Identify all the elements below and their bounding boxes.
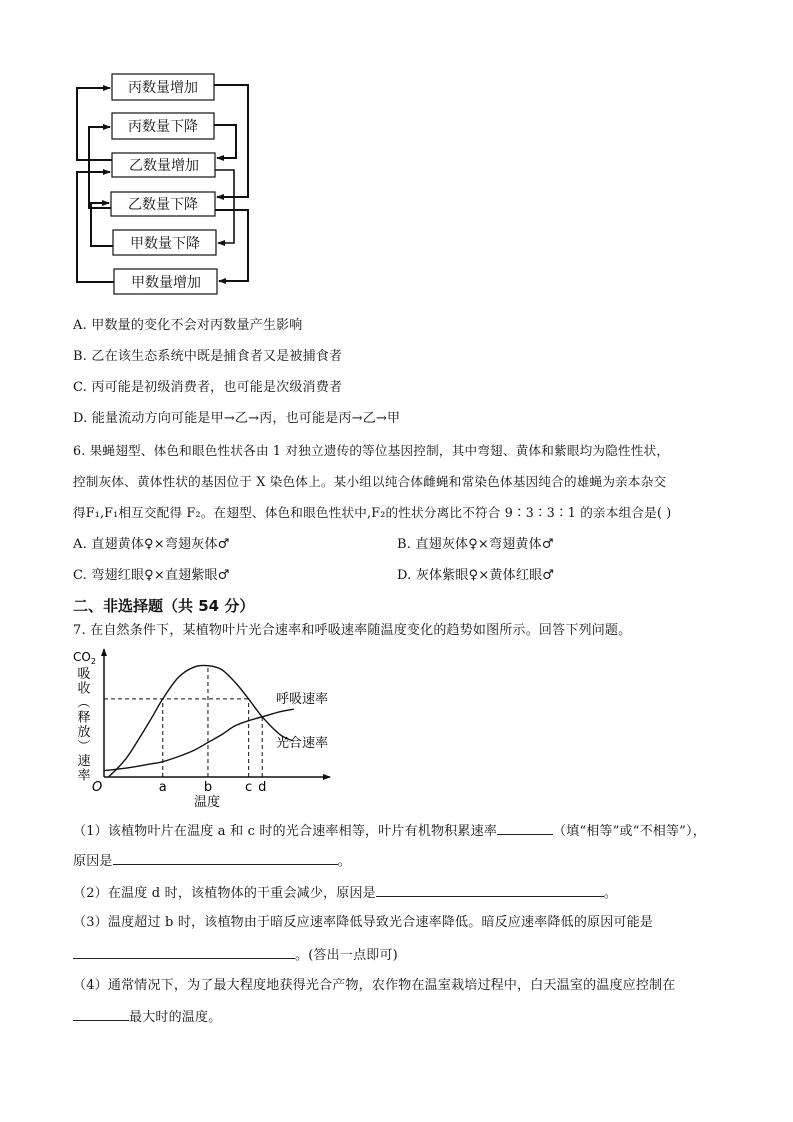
q7-sub3-line2 (73, 946, 398, 965)
arrow-yi-dec-to-jia-inc (215, 210, 248, 281)
box-label: 乙数量增加 (129, 158, 199, 174)
box-label: 甲数量增加 (131, 275, 201, 291)
q7-sub2 (73, 884, 617, 903)
y-axis-label-char: 收 (77, 681, 91, 697)
q7-sub1-text-d: 。 (337, 854, 351, 869)
answer-blank-1a[interactable] (497, 822, 553, 835)
box-label: 丙数量增加 (128, 80, 198, 96)
q6-stem-line-1: 6. 果蝇翅型、体色和眼色性状各由 1 对独立遗传的等位基因控制，其中弯翅、黄体和紫眼均为隐性性状， (73, 443, 670, 458)
section-title: 二、非选择题（共 54 分） (73, 597, 255, 615)
arrow-jia-dec-to-yi-dec (91, 203, 113, 246)
box-label: 乙数量下降 (128, 197, 198, 213)
diagram-boxes (111, 74, 217, 294)
box-label: 丙数量下降 (128, 119, 198, 135)
q5-option-c: C. 丙可能是初级消费者，也可能是次级消费者 (73, 380, 343, 395)
x-tick-label-d: d (258, 780, 267, 795)
q7-sub4-line1: （4）通常情况下，为了最大程度地获得光合产物，农作物在温室栽培过程中，白天温室的温度应控制在 (73, 978, 676, 993)
y-axis-label-char: 率 (77, 768, 91, 784)
x-tick-label-a: a (158, 780, 167, 795)
q7-sub2-text-a: （2）在温度 d 时，该植物体的干重会减少，原因是 (73, 886, 376, 901)
y-axis-label-char: 吸 (77, 667, 91, 682)
answer-blank-2[interactable] (376, 884, 604, 897)
q5-option-b: B. 乙在该生态系统中既是捕食者又是被捕食者 (73, 349, 343, 364)
arrow-yi-inc-to-jia-dec (215, 170, 234, 243)
q7-sub1-text-a: （1）该植物叶片在温度 a 和 c 时的光合速率相等，叶片有机物积累速率 (73, 824, 498, 839)
q6-stem-line-2: 控制灰体、黄体性状的基因位于 X 染色体上。某小组以纯合体雌蝇和常染色体基因纯合的雄蝇为亲本杂交 (73, 474, 667, 489)
q5-option-d: D. 能量流动方向可能是甲→乙→丙，也可能是丙→乙→甲 (73, 411, 401, 426)
origin-label: O (92, 780, 103, 795)
q7-sub3-line1: （3）温度超过 b 时，该植物由于暗反应速率降低导致光合速率降低。暗反应速率降低的原因可能是 (73, 915, 654, 930)
q7-sub1-text-b: （填“相等”或“不相等”）， (553, 824, 706, 839)
population-change-diagram (60, 60, 280, 310)
q7-sub2-text-b: 。 (603, 886, 618, 901)
y-axis-label-co2: $CO_2$ (73, 650, 96, 666)
y-axis-label-char: ） (75, 738, 90, 753)
y-axis-label-char: 速 (77, 754, 91, 769)
box-label: 甲数量下降 (130, 236, 200, 252)
arrow-bing-inc-to-yi-dec (214, 85, 248, 197)
q7-sub4-line2 (73, 1008, 221, 1027)
arrow-yi-dec-to-bing-dec (89, 127, 111, 208)
q7-sub4-text-b: 最大时的温度。 (129, 1010, 222, 1025)
answer-blank-4[interactable] (73, 1008, 129, 1021)
q7-sub1-line2 (73, 852, 351, 871)
q6-option-c: C. 弯翅红眼♀×直翅紫眼♂ (73, 568, 230, 583)
x-tick-label-b: b (203, 780, 213, 795)
q7-sub3-text-b: 。(答出一点即可) (295, 948, 398, 963)
arrow-jia-inc-to-yi-inc (77, 172, 114, 282)
q6-option-d: D. 灰体紫眼♀×黄体红眼♂ (397, 568, 555, 583)
legend-photosynthesis: 光合速率 (276, 736, 329, 751)
answer-blank-3[interactable] (73, 946, 295, 959)
answer-blank-1b[interactable] (113, 852, 338, 865)
q6-option-a: A. 直翅黄体♀×弯翅灰体♂ (73, 537, 230, 552)
y-axis-label-char: 放 (77, 725, 91, 740)
photosynthesis-rate-curve (109, 665, 294, 777)
arrow-bing-dec-to-yi-inc (214, 125, 236, 158)
arrow-yi-inc-to-bing-inc (77, 88, 112, 160)
x-tick-label-c: c (245, 780, 253, 795)
respiration-rate-curve (104, 709, 294, 770)
q7-stem: 7. 在自然条件下，某植物叶片光合速率和呼吸速率随温度变化的趋势如图所示。回答下列问题。 (73, 623, 632, 638)
rate-temperature-chart (60, 640, 360, 815)
q6-option-b: B. 直翅灰体♀×弯翅黄体♂ (397, 537, 554, 552)
legend-respiration: 呼吸速率 (276, 692, 329, 707)
q7-sub1-text-c: 原因是 (73, 854, 113, 869)
q5-option-a: A. 甲数量的变化不会对丙数量产生影响 (73, 318, 303, 333)
q6-stem-line-3: 得F₁,F₁相互交配得 F₂。在翅型、体色和眼色性状中,F₂的性状分离比不符合 9∶3∶3∶1 的亲本组合是( ) (73, 505, 672, 520)
q7-sub1-line1 (73, 822, 706, 841)
y-axis-label-char: 释 (77, 710, 91, 726)
y-axis-label-char: （ (75, 695, 90, 709)
x-axis-label: 温度 (194, 795, 221, 810)
